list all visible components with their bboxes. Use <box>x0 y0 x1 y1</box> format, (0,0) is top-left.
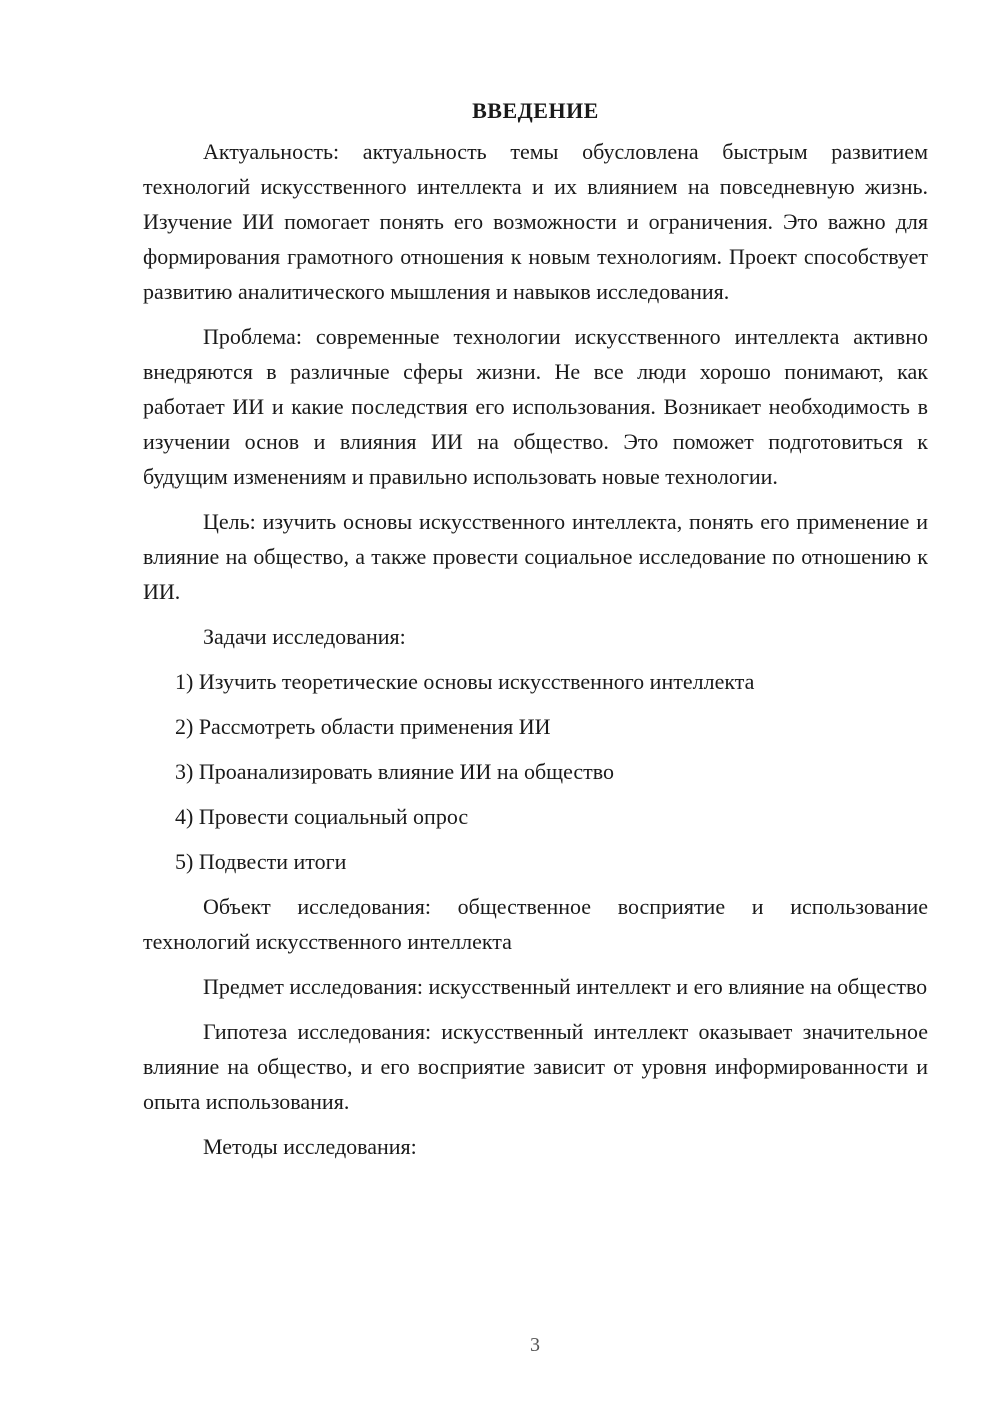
goal-paragraph: Цель: изучить основы искусственного интеллекта, понять его применение и влияние на общество, а также провести социальное исследование по отношению к ИИ. <box>143 509 928 604</box>
tasks-list <box>143 664 928 879</box>
page-number: 3 <box>530 1334 540 1356</box>
tasks-heading: Задачи исследования: <box>203 624 406 649</box>
task-item-3: 3) Проанализировать влияние ИИ на общество <box>175 759 615 784</box>
hypothesis-paragraph: Гипотеза исследования: искусственный интеллект оказывает значительное влияние на общество, и его восприятие зависит от уровня информированности и опыта использования. <box>143 1019 928 1114</box>
methods-paragraph: Методы исследования: <box>203 1134 417 1159</box>
subject-paragraph: Предмет исследования: искусственный интеллект и его влияние на общество <box>203 974 928 999</box>
task-item-4: 4) Провести социальный опрос <box>175 804 469 829</box>
relevance-paragraph: Актуальность: актуальность темы обусловлена быстрым развитием технологий искусственного интеллекта и их влиянием на повседневную жизнь. Изучение ИИ помогает понять его возможности и ограничения. Это важно для формирования грамотного отношения к новым технологиям. Проект способствует развитию аналитического мышления и навыков исследования. <box>143 139 928 304</box>
task-item-1: 1) Изучить теоретические основы искусственного интеллекта <box>175 669 755 694</box>
task-item-2: 2) Рассмотреть области применения ИИ <box>175 714 551 739</box>
problem-paragraph: Проблема: современные технологии искусственного интеллекта активно внедряются в различные сферы жизни. Не все люди хорошо понимают, как работает ИИ и какие последствия его использования. Возникает необходимость в изучении основ и влияния ИИ на общество. Это поможет подготовиться к будущим изменениям и правильно использовать новые технологии. <box>143 324 928 489</box>
section-heading: ВВЕДЕНИЕ <box>472 98 599 123</box>
object-paragraph: Объект исследования: общественное восприятие и использование технологий искусственного интеллекта <box>143 894 928 954</box>
document-page <box>143 98 928 1174</box>
task-item-5: 5) Подвести итоги <box>175 849 347 874</box>
